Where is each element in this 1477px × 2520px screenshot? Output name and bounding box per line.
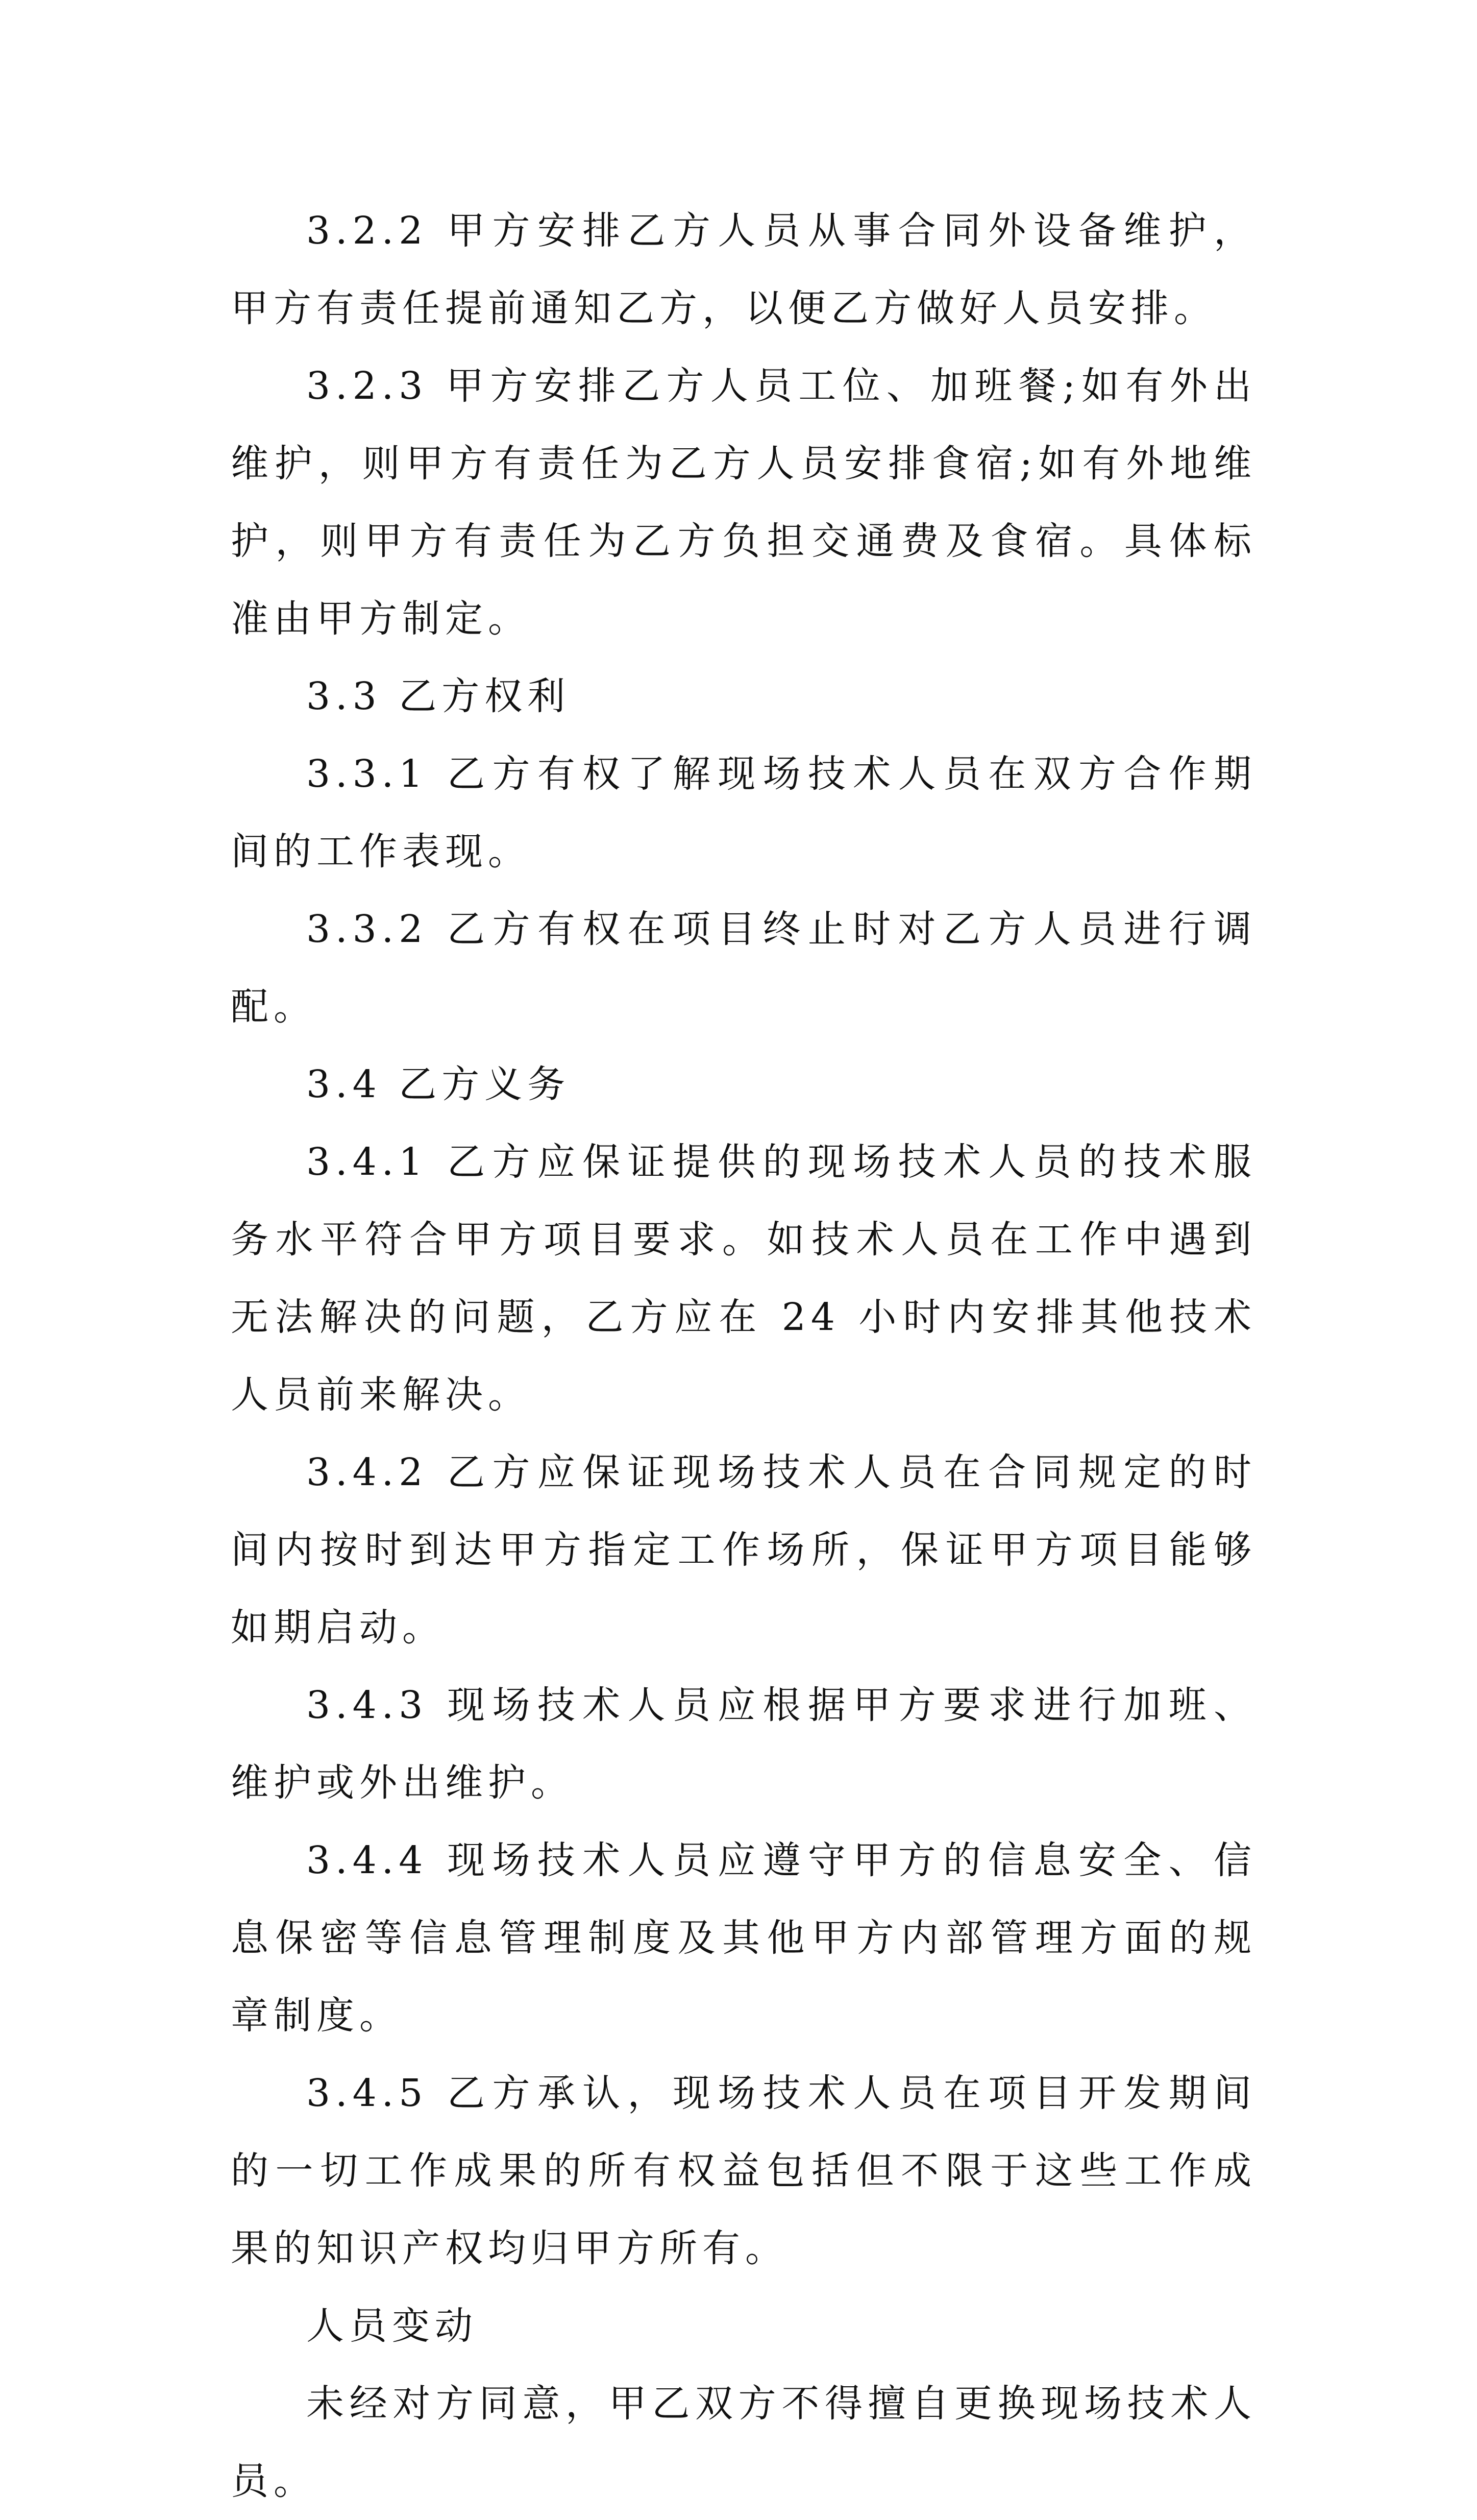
section-heading-3-3: 3.3 乙方权利 xyxy=(306,674,571,718)
clause-3-3-1: 3.3.1 乙方有权了解现场技术人员在双方合作期间的工作表现。 xyxy=(231,752,1257,874)
clause-3-2-2: 3.2.2 甲方安排乙方人员从事合同外设备维护，甲方有责任提前通知乙方，以便乙方做好人员安排。 xyxy=(231,209,1257,330)
clause-3-4-2: 3.4.2 乙方应保证现场技术人员在合同规定的时间内按时到达甲方指定工作场所，保证甲方项目能够如期启动。 xyxy=(231,1450,1257,1650)
clause-3-4-4: 3.4.4 现场技术人员应遵守甲方的信息安全、信息保密等信息管理制度及其他甲方内部管理方面的规章制度。 xyxy=(231,1838,1257,2038)
clause-3-4-3: 3.4.3 现场技术人员应根据甲方要求进行加班、维护或外出维护。 xyxy=(231,1683,1257,1805)
section-heading-3-4: 3.4 乙方义务 xyxy=(306,1062,571,1106)
clause-3-4-5: 3.4.5 乙方承认，现场技术人员在项目开发期间的一切工作成果的所有权益包括但不限于这些工作成果的知识产权均归甲方所有。 xyxy=(231,2071,1257,2270)
section-heading-personnel-change: 人员变动 xyxy=(306,2304,478,2348)
clause-3-2-3: 3.2.3 甲方安排乙方人员工位、加班餐;如有外出维护，则甲方有责任为乙方人员安排食宿;如有外地维护，则甲方有责任为乙方负担交通费及食宿。具体标准由甲方制定。 xyxy=(231,364,1257,641)
clause-3-3-2: 3.3.2 乙方有权在项目终止时对乙方人员进行调配。 xyxy=(231,907,1257,1029)
clause-3-4-1: 3.4.1 乙方应保证提供的现场技术人员的技术服务水平符合甲方项目要求。如技术人员在工作中遇到无法解决的问题，乙方应在 24 小时内安排其他技术人员前来解决。 xyxy=(231,1140,1257,1417)
clause-personnel-change: 未经对方同意，甲乙双方不得擅自更换现场技术人员。 xyxy=(231,2382,1257,2503)
document-body xyxy=(231,192,1257,2520)
